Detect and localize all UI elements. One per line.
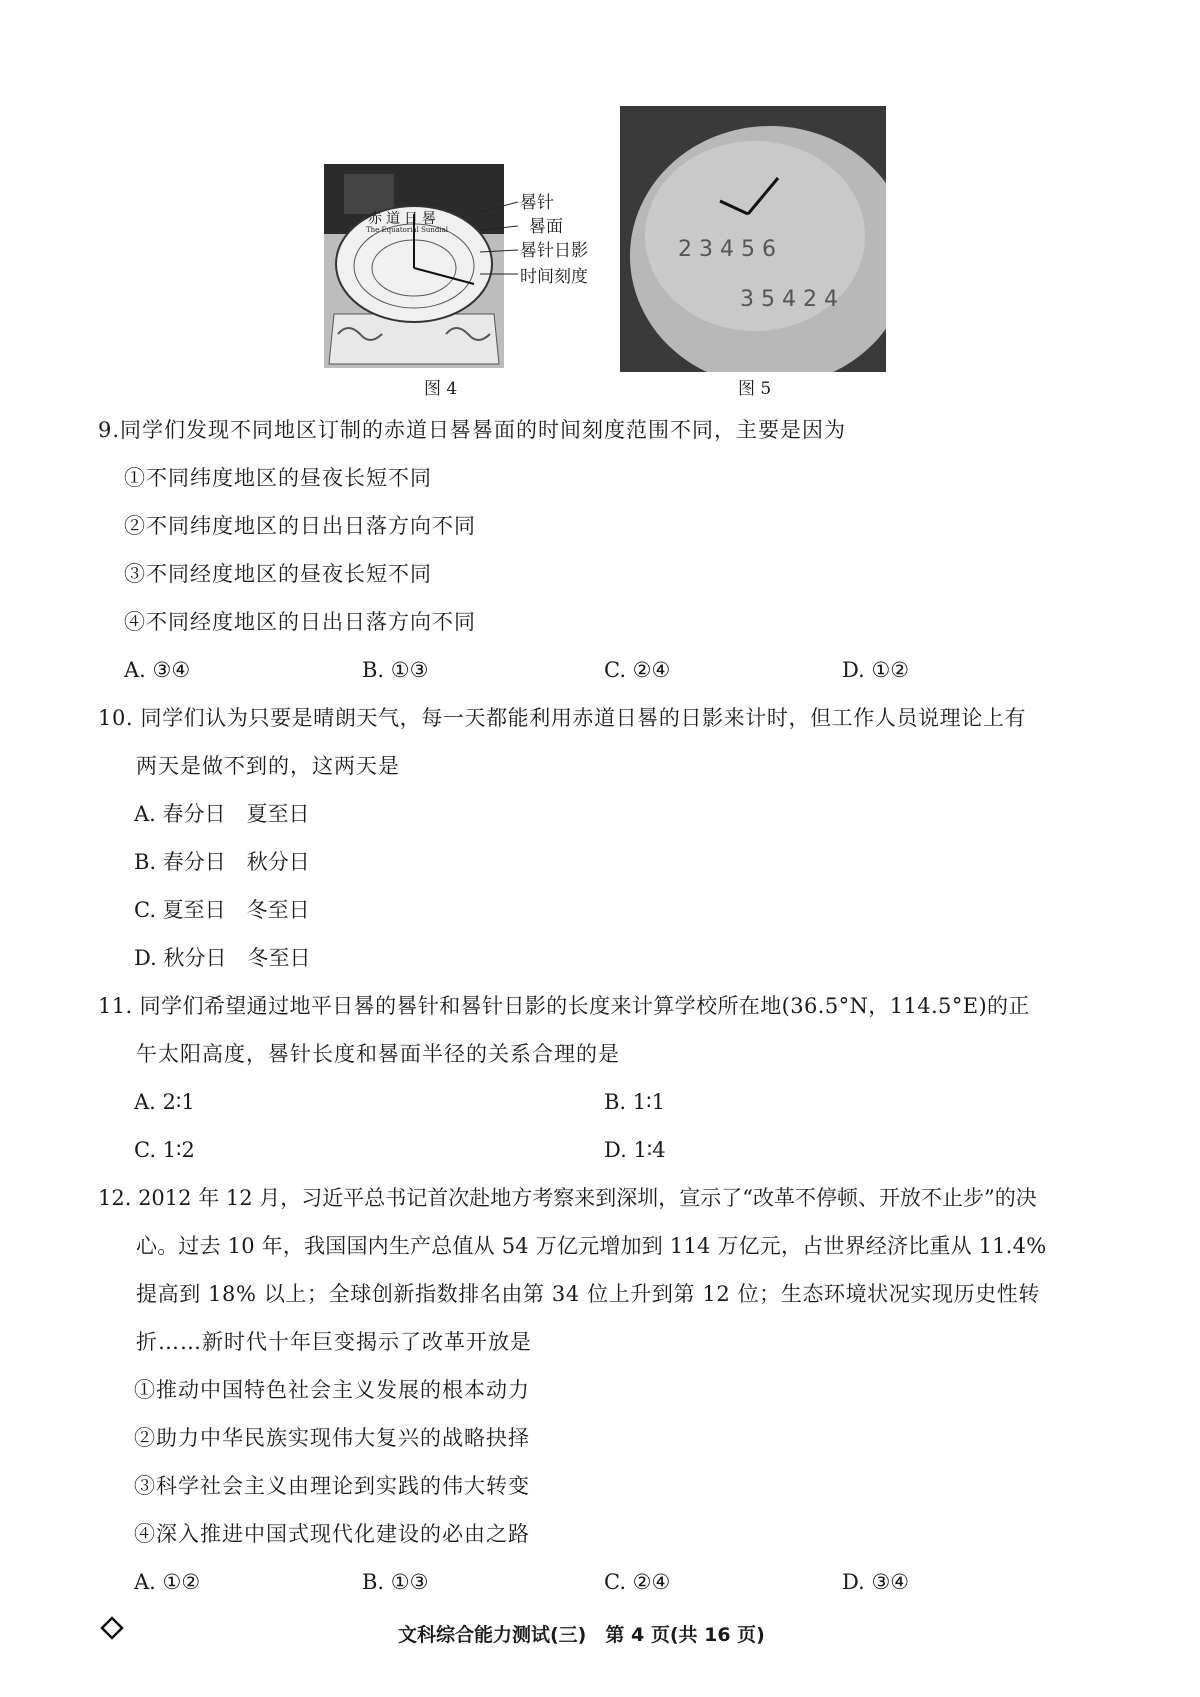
q11-option-b[interactable]: B. 1∶1 [604,1090,665,1114]
q12-stem-line-1: 12. 2012 年 12 月，习近平总书记首次赴地方考察来到深圳，宣示了“改革不停顿、开放不止步”的决 [98,1186,1037,1210]
q10-option-a[interactable]: A. 春分日 夏至日 [134,802,310,826]
figure-4-caption: 图 4 [424,379,458,399]
q10-option-c[interactable]: C. 夏至日 冬至日 [134,898,310,922]
diamond-icon [100,1616,124,1640]
q12-stem-line-4: 折……新时代十年巨变揭示了改革开放是 [136,1330,532,1354]
q12-stem-line-2: 心。过去 10 年，我国国内生产总值从 54 万亿元增加到 114 万亿元，占世界经济比重从 11.4% [136,1234,1047,1258]
q9-item-2: ②不同纬度地区的日出日落方向不同 [124,514,476,538]
q12-item-3: ③科学社会主义由理论到实践的伟大转变 [134,1474,530,1498]
q10-option-b[interactable]: B. 春分日 秋分日 [134,850,310,874]
q10-option-d[interactable]: D. 秋分日 冬至日 [134,946,311,970]
q12-option-b[interactable]: B. ①③ [362,1570,429,1594]
q11-option-c[interactable]: C. 1∶2 [134,1138,195,1162]
label-time-scale: 时间刻度 [520,267,588,287]
q12-item-2: ②助力中华民族实现伟大复兴的战略抉择 [134,1426,530,1450]
label-gnomon: 晷针 [520,193,554,213]
figure-5-caption: 图 5 [738,379,772,399]
q10-stem-line-2: 两天是做不到的，这两天是 [136,754,400,778]
q12-stem-line-3: 提高到 18% 以上；全球创新指数排名由第 34 位上升到第 12 位；生态环境状况实现历史性转 [136,1282,1040,1306]
q12-item-4: ④深入推进中国式现代化建设的必由之路 [134,1522,530,1546]
q11-option-a[interactable]: A. 2∶1 [134,1090,195,1114]
q9-item-4: ④不同经度地区的日出日落方向不同 [124,610,476,634]
q9-option-a[interactable]: A. ③④ [124,658,191,682]
figure-5-photo [620,106,886,372]
q12-option-c[interactable]: C. ②④ [604,1570,671,1594]
q11-option-d[interactable]: D. 1∶4 [604,1138,666,1162]
q9-option-b[interactable]: B. ①③ [362,658,429,682]
label-gnomon-shadow: 晷针日影 [520,241,588,261]
q12-option-d[interactable]: D. ③④ [842,1570,910,1594]
q11-stem-line-1: 11. 同学们希望通过地平日晷的晷针和晷针日影的长度来计算学校所在地(36.5°N，114.5°E)的正 [98,994,1030,1018]
q9-stem: 9.同学们发现不同地区订制的赤道日晷晷面的时间刻度范围不同，主要是因为 [98,418,847,442]
svg-text:3 5 4 2 4: 3 5 4 2 4 [740,287,838,312]
q10-stem-line-1: 10. 同学们认为只要是晴朗天气，每一天都能利用赤道日晷的日影来计时，但工作人员说理论上有 [98,706,1027,730]
sundial-illustration [324,164,504,368]
page-footer: 文科综合能力测试(三) 第 4 页(共 16 页) [398,1624,765,1646]
figure-4-plaque: 赤道日晷 [368,211,440,227]
figure-4-plaque-en: The Equatorial Sundial [366,226,449,234]
q9-item-1: ①不同纬度地区的昼夜长短不同 [124,466,432,490]
q9-option-d[interactable]: D. ①② [842,658,910,682]
q12-option-a[interactable]: A. ①② [134,1570,201,1594]
label-dial-face: 晷面 [529,217,563,237]
svg-text:2 3 4 5 6: 2 3 4 5 6 [678,237,776,262]
q9-item-3: ③不同经度地区的昼夜长短不同 [124,562,432,586]
q9-option-c[interactable]: C. ②④ [604,658,671,682]
q11-stem-line-2: 午太阳高度，晷针长度和晷面半径的关系合理的是 [136,1042,620,1066]
q12-item-1: ①推动中国特色社会主义发展的根本动力 [134,1378,530,1402]
figure-4-photo [324,164,504,368]
dial-closeup-illustration [620,106,886,372]
figure-4-leader-lines [480,190,520,290]
